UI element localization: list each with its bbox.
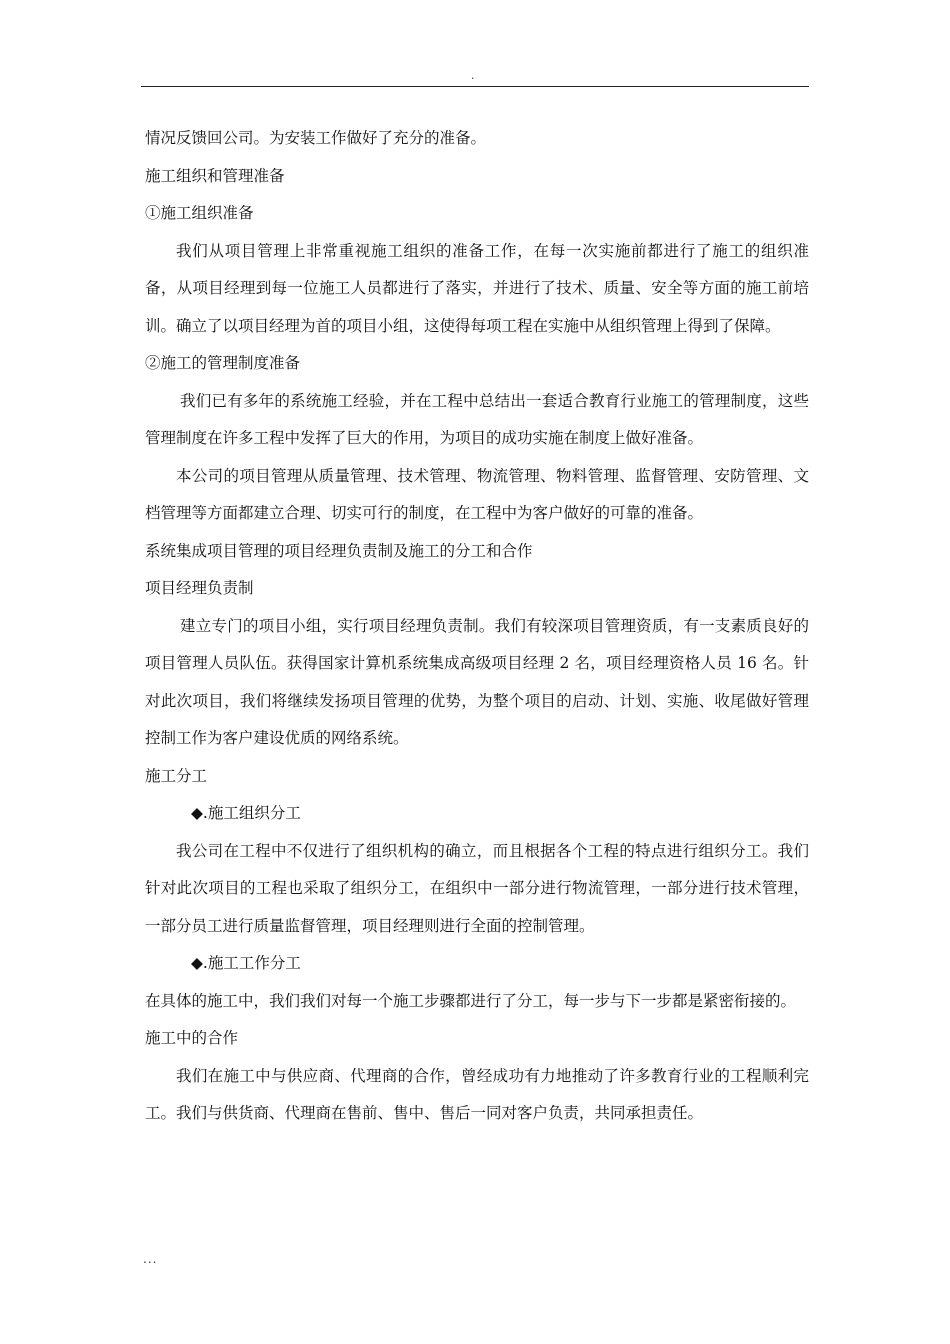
body-paragraph: 我公司在工程中不仅进行了组织机构的确立，而且根据各个工程的特点进行组织分工。我们针对此次项目的工程也采取了组织分工，在组织中一部分进行物流管理，一部分进行技术管理，一部分员工进行质量监督管理，项目经理则进行全面的控制管理。 <box>145 841 809 935</box>
footer-mark: ... <box>143 1252 158 1266</box>
subsection-heading: 施工分工 <box>145 766 208 785</box>
body-paragraph: 本公司的项目管理从质量管理、技术管理、物流管理、物料管理、监督管理、安防管理、文档管理等方面都建立合理、切实可行的制度，在工程中为客户做好的可靠的准备。 <box>145 466 809 522</box>
body-paragraph: 我们在施工中与供应商、代理商的合作，曾经成功有力地推动了许多教育行业的工程顺利完工。我们与供货商、代理商在售前、售中、售后一同对客户负责，共同承担责任。 <box>145 1066 809 1122</box>
paragraph-continued: 情况反馈回公司。为安装工作做好了充分的准备。 <box>145 129 487 147</box>
body-paragraph: 建立专门的项目小组，实行项目经理负责制。我们有较深项目管理资质，有一支素质良好的项目管理人员队伍。获得国家计算机系统集成高级项目经理 2 名，项目经理资格人员 16 名。针对此次项目，我们将继续发扬项目管理的优势，为整个项目的启动、计划、实施、收尾做好管理控制工作为客户建设优质的网络系统。 <box>145 616 809 747</box>
section-heading: 系统集成项目管理的项目经理负责制及施工的分工和合作 <box>145 541 533 560</box>
document-body <box>145 120 809 1133</box>
body-paragraph: 我们从项目管理上非常重视施工组织的准备工作，在每一次实施前都进行了施工的组织准备，从项目经理到每一位施工人员都进行了落实，并进行了技术、质量、安全等方面的施工前培训。确立了以项目经理为首的项目小组，这使得每项工程在实施中从组织管理上得到了保障。 <box>145 241 809 335</box>
body-paragraph: 在具体的施工中，我们我们对每一个施工步骤都进行了分工，每一步与下一步都是紧密衔接的。 <box>145 991 797 1010</box>
subsection-heading: ①施工组织准备 <box>145 204 254 222</box>
header-mark: . <box>471 69 475 82</box>
subsection-heading: 项目经理负责制 <box>145 579 254 597</box>
bullet-item: ◆.施工组织分工 <box>191 804 301 822</box>
section-heading: 施工组织和管理准备 <box>145 166 285 185</box>
header-rule <box>141 86 809 87</box>
body-paragraph: 我们已有多年的系统施工经验，并在工程中总结出一套适合教育行业施工的管理制度，这些管理制度在许多工程中发挥了巨大的作用，为项目的成功实施在制度上做好准备。 <box>145 391 809 447</box>
subsection-heading: 施工中的合作 <box>145 1029 239 1047</box>
subsection-heading: ②施工的管理制度准备 <box>145 354 301 372</box>
bullet-item: ◆.施工工作分工 <box>191 954 301 972</box>
